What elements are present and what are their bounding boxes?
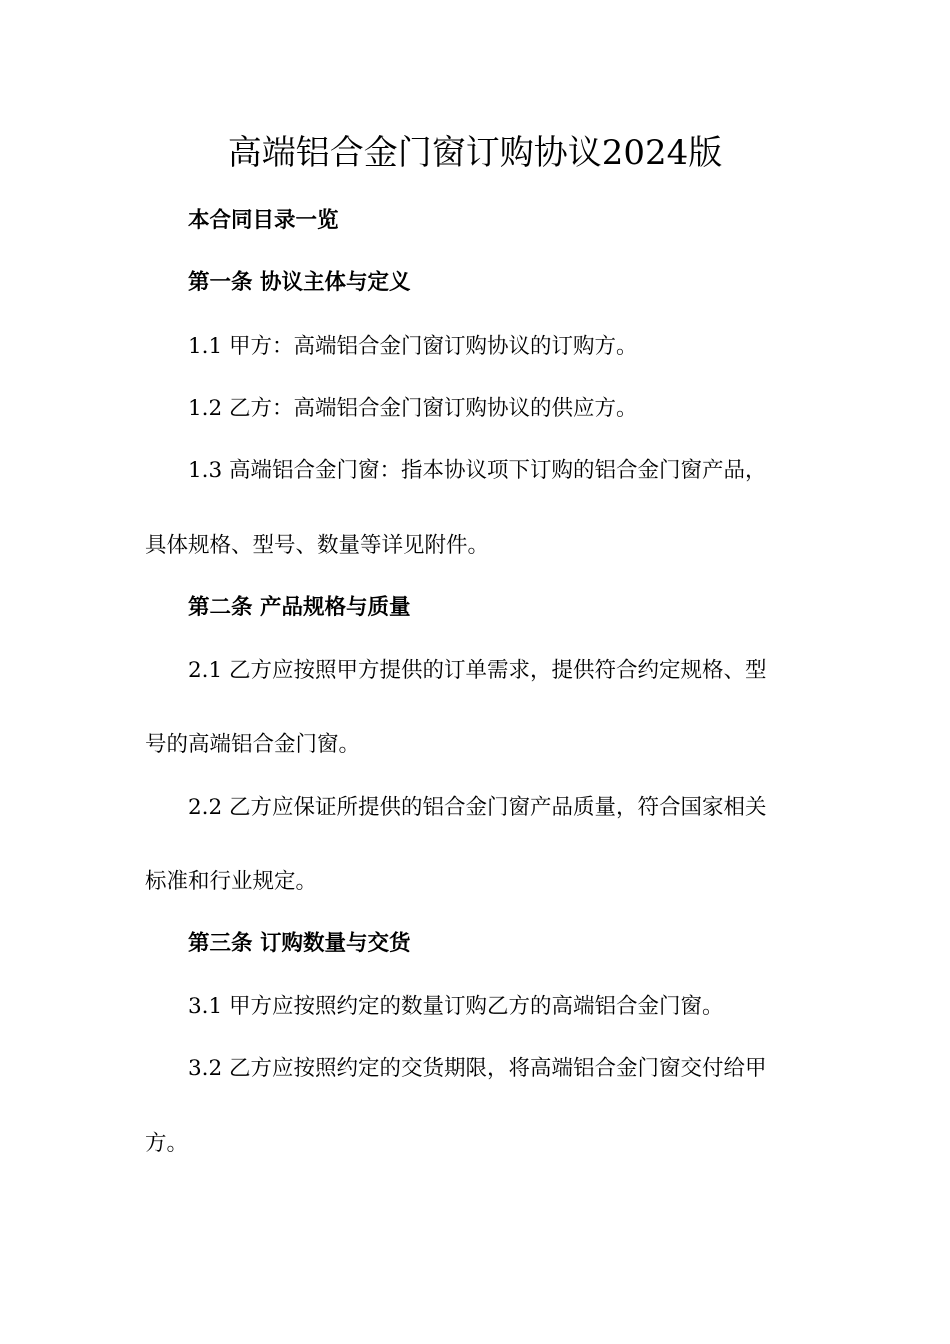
clause-2-1: 2.1 乙方应按照甲方提供的订单需求，提供符合约定规格、型 <box>188 658 767 683</box>
clause-3-1: 3.1 甲方应按照约定的数量订购乙方的高端铝合金门窗。 <box>188 994 724 1019</box>
section-heading-2: 第二条 产品规格与质量 <box>188 595 411 620</box>
clause-2-2: 2.2 乙方应保证所提供的铝合金门窗产品质量，符合国家相关 <box>188 795 767 820</box>
clause-1-2: 1.2 乙方：高端铝合金门窗订购协议的供应方。 <box>188 396 638 421</box>
clause-3-2: 3.2 乙方应按照约定的交货期限，将高端铝合金门窗交付给甲 <box>188 1056 767 1081</box>
clause-1-1: 1.1 甲方：高端铝合金门窗订购协议的订购方。 <box>188 334 638 359</box>
clause-2-1-cont: 号的高端铝合金门窗。 <box>145 732 361 757</box>
clause-2-2-cont: 标准和行业规定。 <box>145 869 318 894</box>
clause-1-3-cont: 具体规格、型号、数量等详见附件。 <box>145 533 490 558</box>
section-heading-3: 第三条 订购数量与交货 <box>188 931 411 956</box>
clause-3-2-cont: 方。 <box>145 1131 189 1156</box>
section-heading-1: 第一条 协议主体与定义 <box>188 270 411 295</box>
document-title: 高端铝合金门窗订购协议2024版 <box>227 133 723 173</box>
toc-heading: 本合同目录一览 <box>188 208 339 233</box>
clause-1-3: 1.3 高端铝合金门窗：指本协议项下订购的铝合金门窗产品， <box>188 458 767 483</box>
